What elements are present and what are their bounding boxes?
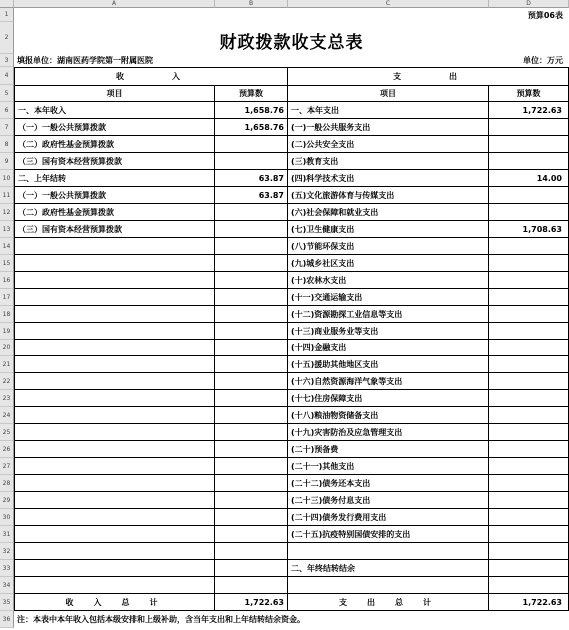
expenditure-item-title[interactable]: 项目 bbox=[288, 85, 489, 102]
row-header[interactable]: 7 bbox=[0, 119, 14, 136]
income-budget-cell[interactable] bbox=[215, 306, 288, 323]
expenditure-item-cell[interactable]: (二十二)债务还本支出 bbox=[288, 475, 489, 492]
expenditure-item-cell[interactable]: (五)文化旅游体育与传媒支出 bbox=[288, 187, 489, 204]
expenditure-item-cell[interactable]: (二十)预备费 bbox=[288, 441, 489, 458]
table-row bbox=[14, 577, 569, 594]
total-row bbox=[14, 594, 569, 611]
expenditure-budget-cell[interactable]: 1,722.63 bbox=[489, 102, 569, 119]
row-header[interactable]: 11 bbox=[0, 187, 14, 204]
income-item-cell[interactable]: 二、上年结转 bbox=[14, 170, 215, 187]
row-header[interactable]: 30 bbox=[0, 509, 14, 526]
row-header[interactable]: 18 bbox=[0, 306, 14, 323]
expenditure-item-cell[interactable]: 一、本年支出 bbox=[288, 102, 489, 119]
table-row bbox=[14, 272, 569, 289]
income-total-value[interactable]: 1,722.63 bbox=[215, 594, 288, 611]
table-row bbox=[14, 509, 569, 526]
income-item-cell[interactable] bbox=[14, 340, 215, 356]
expenditure-total-label[interactable]: 支 出 总 计 bbox=[288, 594, 489, 611]
row-header[interactable]: 31 bbox=[0, 526, 14, 543]
expenditure-budget-cell[interactable] bbox=[489, 390, 569, 407]
table-row bbox=[14, 340, 569, 356]
table-row bbox=[14, 204, 569, 221]
expenditure-budget-cell[interactable] bbox=[489, 560, 569, 577]
income-budget-cell[interactable] bbox=[215, 441, 288, 458]
income-budget-cell[interactable] bbox=[215, 136, 288, 153]
column-header-b[interactable]: B bbox=[215, 0, 288, 8]
expenditure-item-cell[interactable]: (八)节能环保支出 bbox=[288, 238, 489, 255]
expenditure-item-cell[interactable]: (六)社会保障和就业支出 bbox=[288, 204, 489, 221]
income-item-cell[interactable] bbox=[14, 356, 215, 373]
expenditure-budget-cell[interactable] bbox=[489, 441, 569, 458]
row-header[interactable]: 9 bbox=[0, 153, 14, 170]
expenditure-item-cell[interactable] bbox=[288, 543, 489, 560]
income-item-cell[interactable]: （一）一般公共预算拨款 bbox=[14, 187, 215, 204]
row-header[interactable]: 33 bbox=[0, 560, 14, 577]
income-budget-cell[interactable] bbox=[215, 204, 288, 221]
table-row bbox=[14, 238, 569, 255]
page-title[interactable]: 财政拨款收支总表 bbox=[219, 33, 364, 53]
expenditure-budget-cell[interactable]: 1,708.63 bbox=[489, 221, 569, 238]
income-budget-cell[interactable]: 1,658.76 bbox=[215, 102, 288, 119]
row-header[interactable]: 6 bbox=[0, 102, 14, 119]
expenditure-budget-cell[interactable] bbox=[489, 153, 569, 170]
table-row bbox=[14, 323, 569, 340]
expenditure-budget-cell[interactable] bbox=[489, 492, 569, 509]
row-header[interactable]: 3 bbox=[0, 54, 14, 67]
income-item-cell[interactable] bbox=[14, 560, 215, 577]
table-row bbox=[14, 526, 569, 543]
row-header[interactable]: 25 bbox=[0, 424, 14, 441]
reporting-unit-value: 湖南医药学院第一附属医院 bbox=[57, 56, 153, 65]
table-row bbox=[14, 187, 569, 204]
table-row bbox=[14, 390, 569, 407]
expenditure-budget-cell[interactable] bbox=[489, 255, 569, 272]
expenditure-item-cell[interactable] bbox=[288, 577, 489, 594]
income-budget-cell[interactable] bbox=[215, 475, 288, 492]
expenditure-item-cell[interactable]: (二十三)债务付息支出 bbox=[288, 492, 489, 509]
expenditure-item-cell[interactable]: (七)卫生健康支出 bbox=[288, 221, 489, 238]
row-header[interactable]: 21 bbox=[0, 356, 14, 373]
income-budget-cell[interactable] bbox=[215, 323, 288, 340]
row-header[interactable]: 1 bbox=[0, 8, 14, 22]
income-budget-cell[interactable]: 63.87 bbox=[215, 187, 288, 204]
income-item-cell[interactable] bbox=[14, 441, 215, 458]
expenditure-item-cell[interactable]: (十)农林水支出 bbox=[288, 272, 489, 289]
table-row bbox=[14, 289, 569, 306]
expenditure-item-cell[interactable]: (十三)商业服务业等支出 bbox=[288, 323, 489, 340]
row-header[interactable]: 23 bbox=[0, 390, 14, 407]
row-header[interactable]: 29 bbox=[0, 492, 14, 509]
column-title-row bbox=[14, 85, 569, 102]
reporting-unit-label: 填报单位： bbox=[17, 56, 57, 65]
expenditure-budget-cell[interactable] bbox=[489, 289, 569, 306]
expenditure-item-cell[interactable]: (二十一)其他支出 bbox=[288, 458, 489, 475]
row-header[interactable]: 19 bbox=[0, 323, 14, 340]
table-row bbox=[14, 492, 569, 509]
table-row bbox=[14, 373, 569, 390]
expenditure-budget-cell[interactable] bbox=[489, 407, 569, 424]
row-header[interactable]: 8 bbox=[0, 136, 14, 153]
expenditure-budget-cell[interactable] bbox=[489, 187, 569, 204]
row-header[interactable]: 26 bbox=[0, 441, 14, 458]
income-item-cell[interactable] bbox=[14, 509, 215, 526]
income-budget-cell[interactable] bbox=[215, 577, 288, 594]
income-budget-cell[interactable] bbox=[215, 407, 288, 424]
income-item-cell[interactable] bbox=[14, 272, 215, 289]
expenditure-item-cell[interactable]: (二)公共安全支出 bbox=[288, 136, 489, 153]
row-header[interactable]: 4 bbox=[0, 67, 14, 85]
expenditure-item-cell[interactable]: (十二)资源勘探工业信息等支出 bbox=[288, 306, 489, 323]
row-header[interactable]: 13 bbox=[0, 221, 14, 238]
row-header[interactable]: 24 bbox=[0, 407, 14, 424]
income-budget-cell[interactable] bbox=[215, 543, 288, 560]
income-item-cell[interactable]: （三）国有资本经营预算拨款 bbox=[14, 153, 215, 170]
income-budget-cell[interactable] bbox=[215, 509, 288, 526]
row-header[interactable]: 35 bbox=[0, 594, 14, 611]
expenditure-item-cell[interactable]: (一)一般公共服务支出 bbox=[288, 119, 489, 136]
income-item-cell[interactable] bbox=[14, 255, 215, 272]
income-item-cell[interactable]: （三）国有资本经营预算拨款 bbox=[14, 221, 215, 238]
expenditure-budget-cell[interactable] bbox=[489, 306, 569, 323]
income-item-cell[interactable] bbox=[14, 424, 215, 441]
income-item-cell[interactable] bbox=[14, 289, 215, 306]
income-item-cell[interactable]: 一、本年收入 bbox=[14, 102, 215, 119]
expenditure-budget-cell[interactable] bbox=[489, 526, 569, 543]
table-row bbox=[14, 153, 569, 170]
income-item-cell[interactable] bbox=[14, 407, 215, 424]
table-row bbox=[14, 356, 569, 373]
expenditure-item-cell[interactable]: (二十五)抗疫特别国债安排的支出 bbox=[288, 526, 489, 543]
income-budget-cell[interactable] bbox=[215, 238, 288, 255]
income-budget-cell[interactable]: 63.87 bbox=[215, 170, 288, 187]
expenditure-budget-cell[interactable] bbox=[489, 373, 569, 390]
table-row bbox=[14, 441, 569, 458]
expenditure-budget-cell[interactable] bbox=[489, 356, 569, 373]
column-header-c[interactable]: C bbox=[288, 0, 489, 8]
income-item-cell[interactable]: （一）一般公共预算拨款 bbox=[14, 119, 215, 136]
row-header[interactable]: 34 bbox=[0, 577, 14, 594]
expenditure-budget-cell[interactable] bbox=[489, 424, 569, 441]
expenditure-budget-cell[interactable] bbox=[489, 204, 569, 221]
unit-label[interactable]: 单位：万元 bbox=[523, 56, 563, 65]
row-header[interactable]: 27 bbox=[0, 458, 14, 475]
income-item-cell[interactable] bbox=[14, 323, 215, 340]
income-budget-cell[interactable] bbox=[215, 153, 288, 170]
income-item-cell[interactable] bbox=[14, 458, 215, 475]
footnote[interactable]: 注：本表中本年收入包括本级安排和上级补助，含当年支出和上年结转结余资金。 bbox=[17, 615, 305, 624]
section-header-row bbox=[14, 67, 569, 86]
income-item-cell[interactable] bbox=[14, 543, 215, 560]
table-row bbox=[14, 543, 569, 560]
row-header[interactable]: 5 bbox=[0, 85, 14, 102]
expenditure-total-value[interactable]: 1,722.63 bbox=[489, 594, 569, 611]
income-budget-cell[interactable] bbox=[215, 560, 288, 577]
expenditure-budget-cell[interactable]: 14.00 bbox=[489, 170, 569, 187]
income-budget-cell[interactable]: 1,658.76 bbox=[215, 119, 288, 136]
row-header[interactable]: 16 bbox=[0, 272, 14, 289]
table-row bbox=[14, 424, 569, 441]
income-budget-cell[interactable] bbox=[215, 289, 288, 306]
income-item-cell[interactable] bbox=[14, 373, 215, 390]
row-header[interactable]: 36 bbox=[0, 611, 14, 628]
income-budget-cell[interactable] bbox=[215, 373, 288, 390]
table-row bbox=[14, 170, 569, 187]
income-budget-cell[interactable] bbox=[215, 526, 288, 543]
table-row bbox=[14, 102, 569, 119]
expenditure-budget-cell[interactable] bbox=[489, 475, 569, 492]
expenditure-item-cell[interactable]: (三)教育支出 bbox=[288, 153, 489, 170]
income-item-cell[interactable] bbox=[14, 577, 215, 594]
expenditure-budget-cell[interactable] bbox=[489, 272, 569, 289]
form-code[interactable]: 预算06表 bbox=[527, 10, 563, 20]
row-header[interactable]: 2 bbox=[0, 22, 14, 54]
income-item-cell[interactable]: （二）政府性基金预算拨款 bbox=[14, 204, 215, 221]
expenditure-item-cell[interactable]: 二、年终结转结余 bbox=[288, 560, 489, 577]
income-budget-cell[interactable] bbox=[215, 255, 288, 272]
row-header[interactable]: 22 bbox=[0, 373, 14, 390]
table-row bbox=[14, 136, 569, 153]
income-budget-cell[interactable] bbox=[215, 272, 288, 289]
income-budget-cell[interactable] bbox=[215, 458, 288, 475]
income-section-header[interactable]: 收 入 bbox=[14, 68, 288, 86]
expenditure-budget-cell[interactable] bbox=[489, 136, 569, 153]
expenditure-item-cell[interactable]: (四)科学技术支出 bbox=[288, 170, 489, 187]
income-budget-cell[interactable] bbox=[215, 356, 288, 373]
column-header-d[interactable]: D bbox=[489, 0, 569, 8]
table-row bbox=[14, 255, 569, 272]
expenditure-item-cell[interactable]: (九)城乡社区支出 bbox=[288, 255, 489, 272]
footnote-row bbox=[14, 611, 569, 628]
row-header[interactable]: 10 bbox=[0, 170, 14, 187]
expenditure-item-cell[interactable]: (十七)住房保障支出 bbox=[288, 390, 489, 407]
income-item-title[interactable]: 项目 bbox=[14, 85, 215, 102]
row-header[interactable]: 14 bbox=[0, 238, 14, 255]
column-header-a[interactable]: A bbox=[14, 0, 215, 8]
expenditure-budget-cell[interactable] bbox=[489, 340, 569, 356]
income-item-cell[interactable] bbox=[14, 238, 215, 255]
row-header[interactable]: 32 bbox=[0, 543, 14, 560]
income-budget-cell[interactable] bbox=[215, 390, 288, 407]
income-item-cell[interactable] bbox=[14, 492, 215, 509]
income-item-cell[interactable]: （二）政府性基金预算拨款 bbox=[14, 136, 215, 153]
table-row bbox=[14, 560, 569, 577]
row-header[interactable]: 17 bbox=[0, 289, 14, 306]
expenditure-item-cell[interactable]: (十五)援助其他地区支出 bbox=[288, 356, 489, 373]
expenditure-budget-cell[interactable] bbox=[489, 458, 569, 475]
expenditure-budget-cell[interactable] bbox=[489, 323, 569, 340]
expenditure-budget-cell[interactable] bbox=[489, 577, 569, 594]
expenditure-budget-cell[interactable] bbox=[489, 509, 569, 526]
expenditure-item-cell[interactable]: (二十四)债务发行费用支出 bbox=[288, 509, 489, 526]
row-header[interactable]: 15 bbox=[0, 255, 14, 272]
income-budget-cell[interactable] bbox=[215, 340, 288, 356]
unit-row bbox=[14, 54, 569, 67]
expenditure-item-cell[interactable]: (十四)金融支出 bbox=[288, 340, 489, 356]
income-item-cell[interactable] bbox=[14, 306, 215, 323]
expenditure-budget-cell[interactable] bbox=[489, 543, 569, 560]
table-row bbox=[14, 221, 569, 238]
expenditure-item-cell[interactable]: (十六)自然资源海洋气象等支出 bbox=[288, 373, 489, 390]
income-budget-cell[interactable] bbox=[215, 424, 288, 441]
income-total-label[interactable]: 收 入 总 计 bbox=[14, 594, 215, 611]
income-budget-cell[interactable] bbox=[215, 221, 288, 238]
row-header[interactable]: 20 bbox=[0, 340, 14, 356]
income-item-cell[interactable] bbox=[14, 526, 215, 543]
income-item-cell[interactable] bbox=[14, 475, 215, 492]
title-row bbox=[14, 22, 569, 54]
expenditure-item-cell[interactable]: (十九)灾害防治及应急管理支出 bbox=[288, 424, 489, 441]
form-code-row bbox=[14, 8, 569, 22]
expenditure-budget-title[interactable]: 预算数 bbox=[489, 85, 569, 102]
income-budget-title[interactable]: 预算数 bbox=[215, 85, 288, 102]
table-row bbox=[14, 119, 569, 136]
expenditure-budget-cell[interactable] bbox=[489, 119, 569, 136]
expenditure-section-header[interactable]: 支 出 bbox=[288, 68, 569, 86]
table-row bbox=[14, 458, 569, 475]
income-item-cell[interactable] bbox=[14, 390, 215, 407]
row-header[interactable]: 28 bbox=[0, 475, 14, 492]
table-row bbox=[14, 407, 569, 424]
table-row bbox=[14, 306, 569, 323]
table-row bbox=[14, 475, 569, 492]
expenditure-budget-cell[interactable] bbox=[489, 238, 569, 255]
expenditure-item-cell[interactable]: (十八)粮油物资储备支出 bbox=[288, 407, 489, 424]
select-all-corner[interactable] bbox=[0, 0, 14, 8]
row-header[interactable]: 12 bbox=[0, 204, 14, 221]
expenditure-item-cell[interactable]: (十一)交通运输支出 bbox=[288, 289, 489, 306]
reporting-unit[interactable] bbox=[14, 54, 294, 67]
income-budget-cell[interactable] bbox=[215, 492, 288, 509]
